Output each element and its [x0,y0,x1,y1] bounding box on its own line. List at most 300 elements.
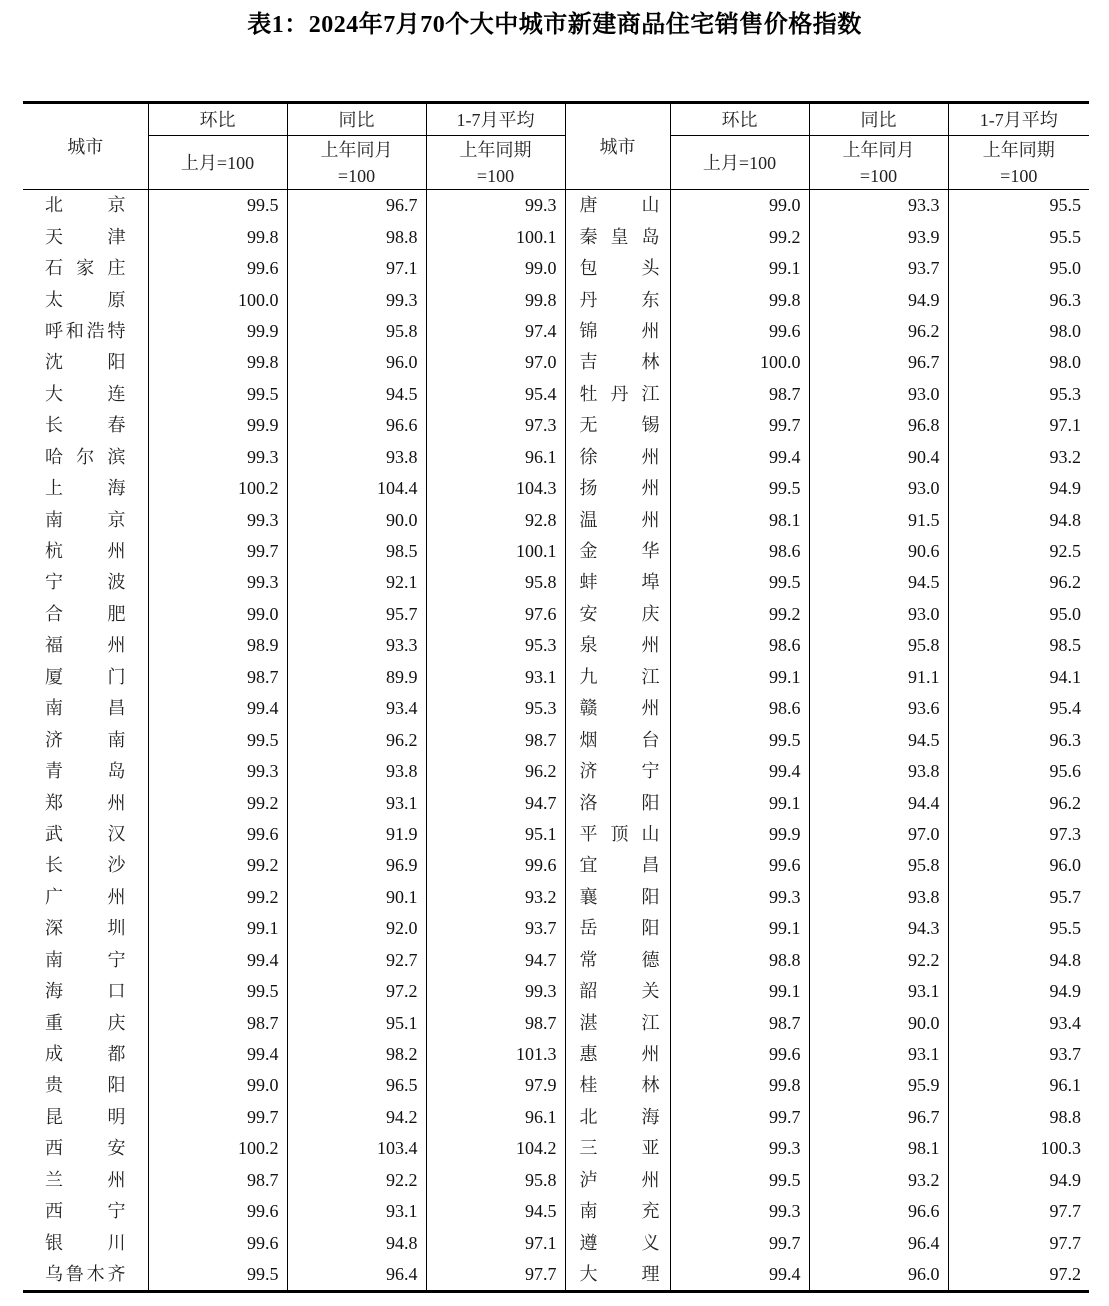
yoy-value: 91.9 [287,819,426,850]
yoy-value-right: 93.0 [809,379,948,410]
mom-value: 98.7 [148,662,287,693]
yoy-value-right: 91.1 [809,662,948,693]
yoy-value: 98.5 [287,536,426,567]
mom-value-right: 98.6 [670,693,809,724]
mom-value: 99.9 [148,410,287,441]
yoy-value: 90.1 [287,882,426,913]
yoy-base-line2-right: =100 [859,165,898,186]
city-name: 重 庆 [45,1012,126,1033]
yoy-value-right: 90.6 [809,536,948,567]
yoy-value: 93.1 [287,1196,426,1227]
avg-value: 93.7 [426,913,565,944]
yoy-value: 89.9 [287,662,426,693]
avg-value: 99.8 [426,284,565,315]
mom-value-right: 99.2 [670,599,809,630]
avg-value: 104.2 [426,1133,565,1164]
avg-value-right: 94.9 [948,1165,1089,1196]
avg-value: 99.6 [426,850,565,881]
mom-value-right: 99.4 [670,756,809,787]
yoy-base-line1: 上年同月 [320,139,393,160]
city-name-right: 岳 阳 [565,913,670,944]
yoy-value-right: 95.8 [809,630,948,661]
avg-value-right: 95.7 [948,882,1089,913]
city-name: 长 春 [45,415,126,436]
city-name-right: 烟 台 [565,724,670,755]
table-row [23,221,1089,252]
mom-base-label-right: 上月=100 [670,136,809,190]
mom-value: 99.0 [148,599,287,630]
city-name-right: 无 锡 [565,410,670,441]
avg-value-right: 96.2 [948,567,1089,598]
yoy-value-right: 93.0 [809,599,948,630]
mom-value: 99.2 [148,850,287,881]
avg-value-right: 95.0 [948,599,1089,630]
yoy-value-right: 90.4 [809,442,948,473]
avg-value: 95.8 [426,567,565,598]
table-row [23,1070,1089,1101]
table-row [23,1133,1089,1164]
avg-value: 97.0 [426,347,565,378]
avg-value-right: 93.4 [948,1007,1089,1038]
table-row [23,567,1089,598]
avg-value: 97.9 [426,1070,565,1101]
table-row [23,284,1089,315]
yoy-value: 95.8 [287,316,426,347]
avg-value-right: 93.2 [948,442,1089,473]
avg-value: 95.4 [426,379,565,410]
mom-value: 99.5 [148,976,287,1007]
avg-value-right: 95.3 [948,379,1089,410]
yoy-value-right: 90.0 [809,1007,948,1038]
mom-value-right: 99.3 [670,1196,809,1227]
table-row [23,882,1089,913]
yoy-value: 92.7 [287,945,426,976]
avg-value: 95.8 [426,1165,565,1196]
table-row [23,819,1089,850]
city-name-right: 韶 关 [565,976,670,1007]
avg-value: 93.1 [426,662,565,693]
city-name: 南 宁 [45,949,126,970]
city-name-right: 北 海 [565,1102,670,1133]
yoy-value-right: 93.3 [809,190,948,222]
yoy-value-right: 97.0 [809,819,948,850]
avg-value-right: 94.8 [948,945,1089,976]
city-name: 南 京 [45,509,126,530]
mom-value-right: 99.6 [670,316,809,347]
avg-value-right: 95.6 [948,756,1089,787]
yoy-base-label [287,136,426,190]
city-name: 贵 阳 [45,1075,126,1096]
yoy-value: 93.3 [287,630,426,661]
city-column-header: 城市 [23,103,148,190]
city-name: 石 家 庄 [45,258,126,279]
table-row [23,630,1089,661]
mom-value-right: 98.7 [670,1007,809,1038]
avg-value-right: 95.5 [948,913,1089,944]
yoy-value: 97.1 [287,253,426,284]
yoy-value-right: 93.2 [809,1165,948,1196]
mom-value-right: 98.7 [670,379,809,410]
city-name-right: 锦 州 [565,316,670,347]
avg-value-right: 96.3 [948,284,1089,315]
city-name-right: 三 亚 [565,1133,670,1164]
yoy-value-right: 94.3 [809,913,948,944]
yoy-value: 96.9 [287,850,426,881]
mom-value-right: 99.5 [670,567,809,598]
table-row [23,316,1089,347]
table-row [23,724,1089,755]
yoy-value: 96.7 [287,190,426,222]
mom-value-right: 99.1 [670,913,809,944]
avg-value-right: 95.4 [948,693,1089,724]
avg-value: 104.3 [426,473,565,504]
mom-value: 99.5 [148,724,287,755]
mom-value-right: 99.7 [670,1227,809,1258]
mom-value-right: 99.5 [670,724,809,755]
city-name: 大 连 [45,383,126,404]
city-name: 郑 州 [45,792,126,813]
yoy-value: 96.2 [287,724,426,755]
mom-value: 99.4 [148,693,287,724]
yoy-value-right: 94.4 [809,787,948,818]
table-row [23,945,1089,976]
avg-value-right: 94.1 [948,662,1089,693]
avg-value-right: 96.3 [948,724,1089,755]
city-name: 海 口 [45,981,126,1002]
yoy-value-right: 93.0 [809,473,948,504]
yoy-value: 98.8 [287,221,426,252]
table-row [23,913,1089,944]
yoy-value: 92.0 [287,913,426,944]
mom-value: 99.9 [148,316,287,347]
city-name: 厦 门 [45,666,126,687]
table-row [23,253,1089,284]
city-name-right: 赣 州 [565,693,670,724]
avg-value-right: 98.8 [948,1102,1089,1133]
city-name-right: 湛 江 [565,1007,670,1038]
avg-value-right: 97.7 [948,1227,1089,1258]
city-name-right: 吉 林 [565,347,670,378]
avg-base-label-right [948,136,1089,190]
mom-value: 98.7 [148,1007,287,1038]
avg-value-right: 93.7 [948,1039,1089,1070]
avg-value: 94.7 [426,787,565,818]
table-row [23,536,1089,567]
city-name: 沈 阳 [45,352,126,373]
city-name: 成 都 [45,1044,126,1065]
city-name: 西 安 [45,1138,126,1159]
mom-value: 99.6 [148,1196,287,1227]
city-name: 太 原 [45,289,126,310]
city-name-right: 温 州 [565,504,670,535]
yoy-value: 104.4 [287,473,426,504]
mom-value: 99.8 [148,221,287,252]
yoy-header: 同比 [287,103,426,136]
mom-value-right: 99.4 [670,1259,809,1292]
city-name-right: 平 顶 山 [565,819,670,850]
city-name: 长 沙 [45,855,126,876]
avg-value: 95.3 [426,693,565,724]
avg-value: 101.3 [426,1039,565,1070]
city-name-right: 泸 州 [565,1165,670,1196]
yoy-value-right: 96.4 [809,1227,948,1258]
avg-value-right: 98.0 [948,316,1089,347]
yoy-value: 92.2 [287,1165,426,1196]
city-name-right: 泉 州 [565,630,670,661]
avg-value: 97.4 [426,316,565,347]
mom-value: 99.3 [148,442,287,473]
yoy-value-right: 96.7 [809,347,948,378]
mom-value-right: 99.3 [670,1133,809,1164]
avg-value: 95.3 [426,630,565,661]
yoy-value-right: 95.8 [809,850,948,881]
yoy-value-right: 94.5 [809,724,948,755]
avg-value-right: 97.7 [948,1196,1089,1227]
yoy-value: 96.5 [287,1070,426,1101]
yoy-value: 96.6 [287,410,426,441]
city-name-right: 常 德 [565,945,670,976]
city-name: 呼和浩特 [45,320,126,341]
mom-value: 99.1 [148,913,287,944]
avg-value: 97.7 [426,1259,565,1292]
city-name-right: 襄 阳 [565,882,670,913]
table-row [23,756,1089,787]
yoy-value-right: 96.7 [809,1102,948,1133]
header-row-1 [23,103,1089,136]
city-name: 西 宁 [45,1201,126,1222]
avg-value-right: 96.1 [948,1070,1089,1101]
yoy-value: 98.2 [287,1039,426,1070]
mom-value: 99.3 [148,756,287,787]
avg-base-line2: =100 [476,165,515,186]
mom-value: 98.9 [148,630,287,661]
mom-base-label: 上月=100 [148,136,287,190]
avg-value-right: 96.2 [948,787,1089,818]
yoy-value: 94.2 [287,1102,426,1133]
mom-value: 99.7 [148,536,287,567]
yoy-value: 93.8 [287,756,426,787]
table-row [23,504,1089,535]
city-name: 乌鲁木齐 [23,1259,148,1292]
yoy-value: 94.8 [287,1227,426,1258]
avg-value-right: 92.5 [948,536,1089,567]
mom-value-right: 98.6 [670,536,809,567]
yoy-value: 93.4 [287,693,426,724]
table-body [23,190,1089,1292]
yoy-value-right: 96.2 [809,316,948,347]
avg-value: 96.1 [426,1102,565,1133]
mom-value: 99.5 [148,190,287,222]
avg-value: 98.7 [426,1007,565,1038]
yoy-value: 103.4 [287,1133,426,1164]
mom-value: 99.0 [148,1070,287,1101]
mom-value: 99.3 [148,504,287,535]
yoy-value: 92.1 [287,567,426,598]
yoy-value-right: 94.5 [809,567,948,598]
city-name: 青 岛 [45,761,126,782]
yoy-value: 94.5 [287,379,426,410]
yoy-value-right: 93.8 [809,756,948,787]
table-title: 表1：2024年7月70个大中城市新建商品住宅销售价格指数 [247,12,862,38]
avg-value-right: 98.5 [948,630,1089,661]
table-row [23,693,1089,724]
mom-value-right: 98.8 [670,945,809,976]
mom-value: 99.5 [148,1259,287,1292]
mom-value-right: 99.6 [670,1039,809,1070]
avg-value-right: 97.2 [948,1259,1089,1292]
avg-value: 100.1 [426,221,565,252]
table-row [23,976,1089,1007]
yoy-value: 93.1 [287,787,426,818]
avg-header-right: 1-7月平均 [948,103,1089,136]
city-name: 济 南 [45,729,126,750]
table-row [23,473,1089,504]
mom-value: 99.6 [148,1227,287,1258]
city-name-right: 徐 州 [565,442,670,473]
avg-value-right: 95.0 [948,253,1089,284]
city-name: 杭 州 [45,541,126,562]
yoy-value-right: 96.0 [809,1259,948,1292]
city-name-right: 惠 州 [565,1039,670,1070]
yoy-value-right: 96.6 [809,1196,948,1227]
mom-value-right: 99.8 [670,284,809,315]
city-name: 南 昌 [45,698,126,719]
city-name: 哈 尔 滨 [45,446,126,467]
mom-value: 99.3 [148,567,287,598]
city-name: 合 肥 [45,603,126,624]
city-name-right: 南 充 [565,1196,670,1227]
city-name: 北 京 [45,195,126,216]
mom-value: 100.2 [148,473,287,504]
mom-value-right: 100.0 [670,347,809,378]
avg-value: 97.1 [426,1227,565,1258]
yoy-value: 96.4 [287,1259,426,1292]
avg-value: 100.1 [426,536,565,567]
avg-value: 99.3 [426,976,565,1007]
mom-value-right: 99.9 [670,819,809,850]
city-name: 银 川 [45,1232,126,1253]
yoy-header-right: 同比 [809,103,948,136]
city-name: 广 州 [45,886,126,907]
avg-value-right: 100.3 [948,1133,1089,1164]
avg-value-right: 97.1 [948,410,1089,441]
avg-value: 99.0 [426,253,565,284]
mom-value-right: 99.3 [670,882,809,913]
avg-value: 97.6 [426,599,565,630]
avg-header: 1-7月平均 [426,103,565,136]
mom-value: 98.7 [148,1165,287,1196]
mom-value: 99.6 [148,819,287,850]
table-row [23,1039,1089,1070]
yoy-value-right: 95.9 [809,1070,948,1101]
table-row [23,442,1089,473]
city-name: 宁 波 [45,572,126,593]
avg-value: 93.2 [426,882,565,913]
city-name-right: 唐 山 [565,190,670,222]
avg-value: 96.1 [426,442,565,473]
yoy-value: 95.7 [287,599,426,630]
avg-value-right: 94.8 [948,504,1089,535]
avg-base-line1-right: 上年同期 [982,139,1055,160]
table-row [23,1165,1089,1196]
mom-value: 99.5 [148,379,287,410]
mom-header-right: 环比 [670,103,809,136]
yoy-value: 96.0 [287,347,426,378]
yoy-value-right: 94.9 [809,284,948,315]
yoy-value-right: 93.6 [809,693,948,724]
table-row [23,379,1089,410]
city-name-right: 大 理 [565,1259,670,1292]
mom-value: 99.2 [148,882,287,913]
table-row [23,787,1089,818]
city-name-right: 金 华 [565,536,670,567]
table-row [23,1196,1089,1227]
yoy-value: 93.8 [287,442,426,473]
mom-value: 100.0 [148,284,287,315]
city-name: 深 圳 [45,918,126,939]
yoy-value-right: 93.8 [809,882,948,913]
yoy-value-right: 91.5 [809,504,948,535]
mom-value-right: 99.1 [670,662,809,693]
avg-value: 94.7 [426,945,565,976]
yoy-value-right: 96.8 [809,410,948,441]
avg-value-right: 94.9 [948,473,1089,504]
avg-value-right: 97.3 [948,819,1089,850]
mom-value: 99.4 [148,1039,287,1070]
avg-value: 98.7 [426,724,565,755]
avg-value: 94.5 [426,1196,565,1227]
table-row [23,1227,1089,1258]
yoy-value: 95.1 [287,1007,426,1038]
mom-value-right: 99.1 [670,787,809,818]
city-name-right: 洛 阳 [565,787,670,818]
mom-value-right: 99.1 [670,976,809,1007]
city-name-right: 丹 东 [565,284,670,315]
city-name-right: 蚌 埠 [565,567,670,598]
city-name-right: 桂 林 [565,1070,670,1101]
mom-value-right: 99.7 [670,1102,809,1133]
avg-value: 95.1 [426,819,565,850]
mom-value: 99.8 [148,347,287,378]
avg-value: 99.3 [426,190,565,222]
mom-value-right: 99.0 [670,190,809,222]
mom-value-right: 98.6 [670,630,809,661]
city-name: 福 州 [45,635,126,656]
table-row [23,1102,1089,1133]
city-name: 兰 州 [45,1169,126,1190]
avg-base-line2-right: =100 [1000,165,1038,186]
avg-value: 97.3 [426,410,565,441]
yoy-base-line2: =100 [337,165,376,186]
table-row [23,850,1089,881]
avg-value: 92.8 [426,504,565,535]
avg-value: 96.2 [426,756,565,787]
mom-value-right: 99.2 [670,221,809,252]
yoy-base-label-right [809,136,948,190]
avg-value-right: 95.5 [948,221,1089,252]
city-name-right: 宜 昌 [565,850,670,881]
city-name-right: 九 江 [565,662,670,693]
yoy-base-line1-right: 上年同月 [842,139,915,160]
mom-value-right: 98.1 [670,504,809,535]
table-row [23,1007,1089,1038]
mom-value-right: 99.4 [670,442,809,473]
mom-value: 99.2 [148,787,287,818]
table-row [23,1259,1089,1292]
city-name-right: 安 庆 [565,599,670,630]
avg-value-right: 95.5 [948,190,1089,222]
mom-value: 99.6 [148,253,287,284]
